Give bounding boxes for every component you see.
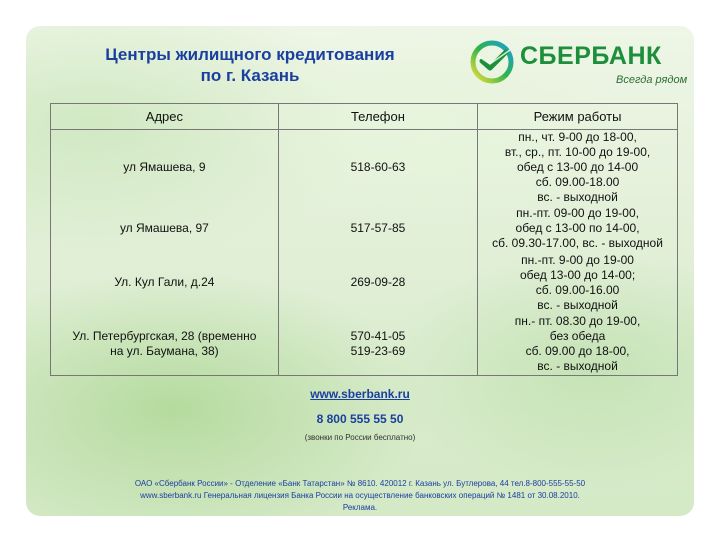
contacts-block bbox=[26, 386, 694, 442]
hours-text: вт., ср., пт. 10-00 до 19-00, bbox=[504, 145, 651, 160]
legal-footer bbox=[26, 478, 694, 514]
address-text: Ул. Кул Гали, д.24 bbox=[114, 275, 215, 289]
branches-table bbox=[50, 103, 678, 376]
address-text: ул Ямашева, 97 bbox=[119, 221, 209, 235]
logo-tagline: Всегда рядом bbox=[616, 74, 688, 86]
address-cell bbox=[51, 206, 279, 252]
website-link[interactable]: www.sberbank.ru bbox=[310, 387, 410, 401]
phone-cell bbox=[278, 314, 477, 376]
phone-text: 518-60-63 bbox=[350, 160, 406, 175]
hours-text: без обеда bbox=[549, 329, 606, 344]
title-line-2: по г. Казань bbox=[200, 66, 300, 85]
hours-text: пн.-пт. 09-00 до 19-00, bbox=[516, 206, 639, 220]
address-text: на ул. Баумана, 38) bbox=[110, 344, 219, 359]
hours-text: сб. 09.30-17.00, вс. - выходной bbox=[492, 236, 663, 250]
phone-text: 519-23-69 bbox=[350, 344, 406, 359]
hours-cell bbox=[478, 130, 678, 206]
page-title bbox=[80, 44, 420, 86]
hours-text: пн., чт. 9-00 до 18-00, bbox=[518, 130, 637, 145]
hours-text: обед 13-00 до 14-00; bbox=[519, 267, 636, 282]
hours-text: вс. - выходной bbox=[537, 190, 618, 205]
phone-text: 570-41-05 bbox=[350, 329, 406, 344]
hours-text: вс. - выходной bbox=[537, 359, 618, 374]
phone-cell bbox=[278, 252, 477, 314]
hours-cell bbox=[478, 252, 678, 314]
phone-text: 269-09-28 bbox=[350, 275, 406, 289]
table-header-row bbox=[51, 104, 678, 130]
hours-text: пн.-пт. 9-00 до 19-00 bbox=[521, 252, 634, 267]
hours-text: сб. 09.00 до 18-00, bbox=[525, 344, 630, 359]
hours-text: обед с 13-00 до 14-00 bbox=[516, 160, 639, 175]
legal-line-2: www.sberbank.ru Генеральная лицензия Банка России на осуществление банковских операций № 1481 от 30.08.2010. bbox=[140, 491, 580, 500]
phone-text: 517-57-85 bbox=[350, 221, 406, 235]
table-row bbox=[51, 314, 678, 376]
address-text: ул Ямашева, 9 bbox=[123, 160, 206, 175]
hours-text: сб. 09.00-18.00 bbox=[535, 175, 620, 190]
table-row bbox=[51, 252, 678, 314]
phone-cell bbox=[278, 206, 477, 252]
hours-cell bbox=[478, 206, 678, 252]
hotline-note: (звонки по России бесплатно) bbox=[304, 433, 416, 442]
title-line-1: Центры жилищного кредитования bbox=[105, 45, 395, 64]
hours-text: пн.- пт. 08.30 до 19-00, bbox=[514, 314, 641, 329]
hours-text: сб. 09.00-16.00 bbox=[535, 282, 620, 297]
sberbank-emblem-icon bbox=[470, 40, 514, 84]
slide-background bbox=[26, 26, 694, 516]
hours-text: обед с 13-00 по 14-00, bbox=[515, 221, 640, 235]
address-cell bbox=[51, 252, 279, 314]
table-row bbox=[51, 130, 678, 206]
column-header-phone: Телефон bbox=[278, 104, 477, 130]
phone-cell bbox=[278, 130, 477, 206]
legal-line-1: ОАО «Сбербанк России» - Отделение «Банк Татарстан» № 8610. 420012 г. Казань ул. Бутлерова, 44 тел.8-800-555-55-50 bbox=[134, 479, 586, 488]
address-cell bbox=[51, 314, 279, 376]
hours-cell bbox=[478, 314, 678, 376]
column-header-address: Адрес bbox=[51, 104, 279, 130]
address-cell bbox=[51, 130, 279, 206]
column-header-hours: Режим работы bbox=[478, 104, 678, 130]
sberbank-logo bbox=[470, 38, 690, 96]
table-row bbox=[51, 206, 678, 252]
address-text: Ул. Петербургская, 28 (временно bbox=[72, 329, 257, 344]
legal-line-3: Реклама. bbox=[342, 503, 378, 512]
hours-text: вс. - выходной bbox=[537, 297, 618, 312]
logo-name: СБЕРБАНК bbox=[520, 42, 662, 70]
hotline-number: 8 800 555 55 50 bbox=[316, 412, 404, 426]
